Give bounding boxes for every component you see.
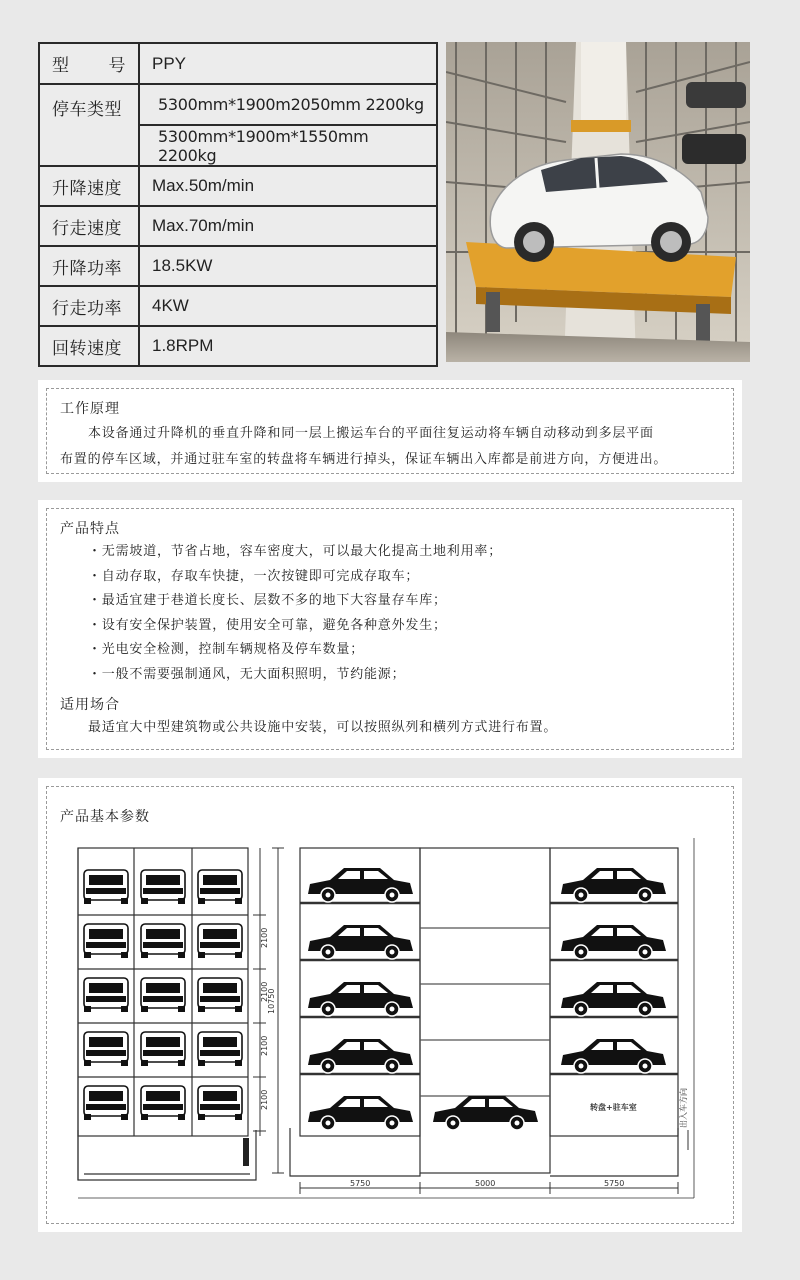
feature-item: ・自动存取，存取车快捷，一次按键即可完成存取车； [88, 568, 420, 584]
model-label: 型 号 [39, 43, 139, 84]
entry-direction-label: 出入车方向 [679, 1088, 688, 1128]
travel-power-value: 4KW [139, 286, 437, 326]
principle-panel [38, 380, 742, 482]
width-dim-2: 5000 [475, 1179, 496, 1188]
principle-line-2: 布置的停车区域，并通过驻车室的转盘将车辆进行掉头，保证车辆出入库都是前进方向，方便进出。 [60, 452, 668, 467]
height-dim-1: 2100 [260, 927, 269, 948]
model-value: PPY [139, 43, 437, 84]
lift-power-label: 升降功率 [39, 246, 139, 286]
car-type-value-2: 5300mm*1900m*1550mm 2200kg [139, 125, 437, 166]
width-dim-1: 5750 [350, 1179, 371, 1188]
spec-table [38, 42, 438, 367]
feature-item: ・设有安全保护装置，使用安全可靠，避免各种意外发生； [88, 617, 447, 633]
lift-power-value: 18.5KW [139, 246, 437, 286]
diagram-panel [38, 778, 742, 1232]
principle-line-1: 本设备通过升降机的垂直升降和同一层上搬运车台的平面往复运动将车辆自动移动到多层平面 [88, 426, 654, 441]
rotation-speed-label: 回转速度 [39, 326, 139, 366]
height-dim-2: 2100 [260, 981, 269, 1002]
parking-system-photo [446, 42, 750, 362]
width-dim-3: 5750 [604, 1179, 625, 1188]
lift-speed-label: 升降速度 [39, 166, 139, 206]
feature-item: ・光电安全检测，控制车辆规格及停车数量； [88, 642, 365, 657]
lift-speed-value: Max.50m/min [139, 166, 437, 206]
features-list [88, 540, 502, 687]
total-height-dim: 10750 [267, 988, 276, 1014]
diagram-title: 产品基本参数 [60, 809, 150, 825]
turntable-room-label: 转盘+驻车室 [590, 1103, 637, 1112]
features-panel [38, 500, 742, 758]
travel-power-label: 行走功率 [39, 286, 139, 326]
car-type-value-1: 5300mm*1900m2050mm 2200kg [139, 84, 437, 125]
feature-item: ・最适宜建于巷道长度长、层数不多的地下大容量存车库； [88, 593, 447, 608]
rotation-speed-value: 1.8RPM [139, 326, 437, 366]
height-dim-4: 2100 [260, 1089, 269, 1110]
features-title: 产品特点 [60, 521, 120, 537]
principle-title: 工作原理 [60, 401, 120, 417]
car-type-label: 停车类型 [39, 84, 139, 166]
usage-title: 适用场合 [60, 697, 120, 713]
travel-speed-value: Max.70m/min [139, 206, 437, 246]
feature-item: ・无需坡道，节省占地，容车密度大，可以最大化提高土地利用率； [88, 544, 503, 559]
usage-text: 最适宜大中型建筑物或公共设施中安装，可以按照纵列和横列方式进行布置。 [88, 720, 558, 735]
feature-item: ・一般不需要强制通风，无大面积照明，节约能源； [88, 666, 406, 682]
parking-layout-diagram [38, 778, 742, 1232]
travel-speed-label: 行走速度 [39, 206, 139, 246]
height-dim-3: 2100 [260, 1035, 269, 1056]
